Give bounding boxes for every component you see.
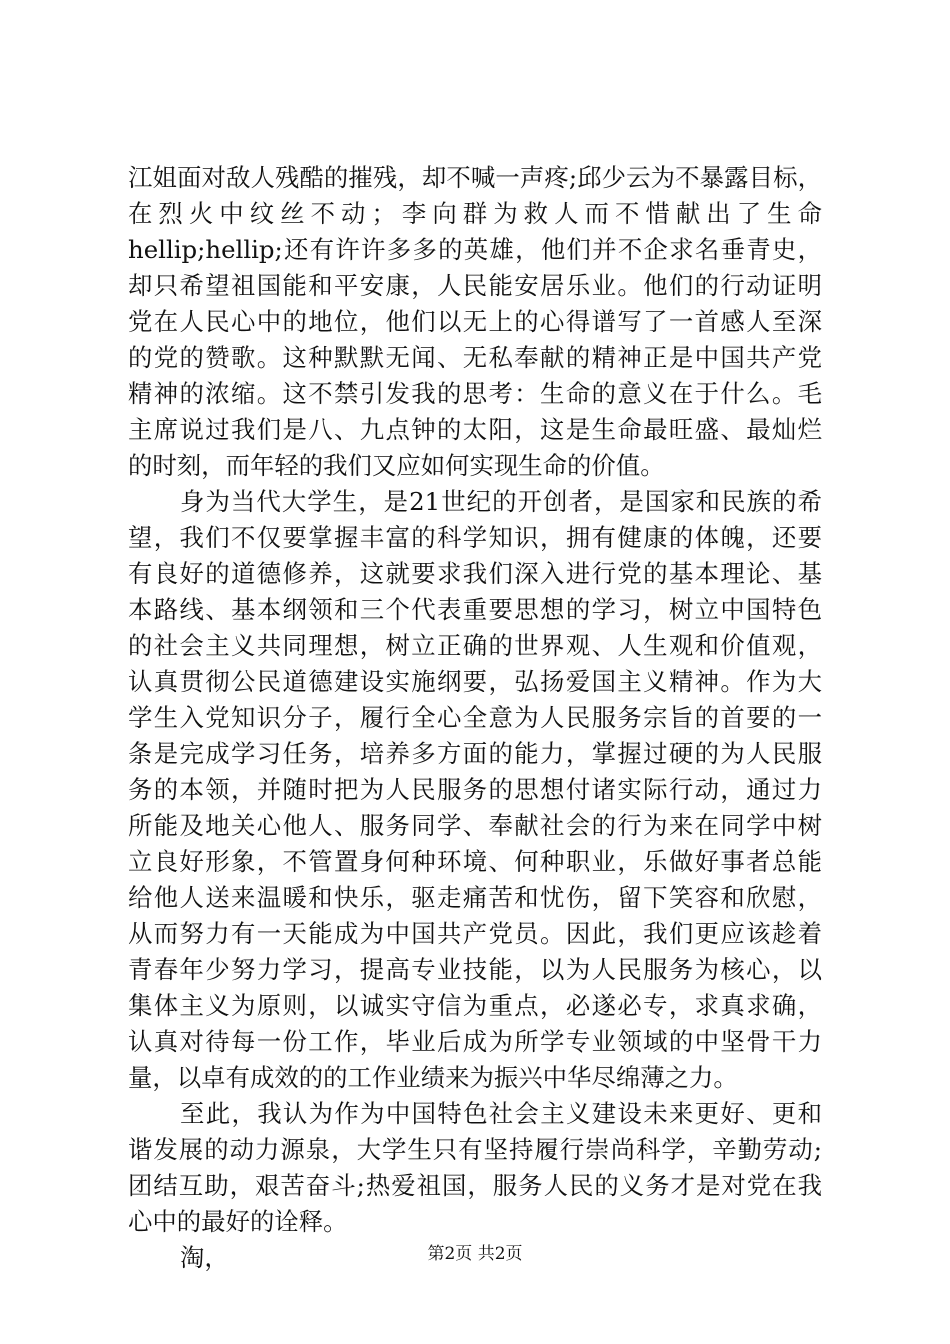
text-line: 所能及地关心他人、服务同学、奉献社会的行为来在同学中树	[128, 811, 822, 840]
text-line: 认真对待每一份工作，毕业后成为所学专业领域的中坚骨干力	[128, 1027, 822, 1056]
document-body	[128, 160, 822, 1276]
text-line: 在烈火中纹丝不动；李向群为救人而不惜献出了生命	[128, 199, 822, 228]
paragraph-1	[128, 160, 822, 484]
text-line: 心中的最好的诠释。	[128, 1207, 348, 1236]
text-line: 认真贯彻公民道德建设实施纲要，弘扬爱国主义精神。作为大	[128, 667, 822, 696]
text-line: 有良好的道德修养，这就要求我们深入进行党的基本理论、基	[128, 559, 822, 588]
text-line: 至此，我认为作为中国特色社会主义建设未来更好、更和	[180, 1099, 822, 1128]
text-line: 江姐面对敌人残酷的摧残，却不喊一声疼;邱少云为不暴露目标，	[128, 163, 822, 192]
text-line: 的社会主义共同理想，树立正确的世界观、人生观和价值观，	[128, 631, 822, 660]
text-line: 精神的浓缩。这不禁引发我的思考：生命的意义在于什么。毛	[128, 379, 822, 408]
text-line: 务的本领，并随时把为人民服务的思想付诸实际行动，通过力	[128, 775, 822, 804]
text-line: hellip;hellip;还有许许多多的英雄，他们并不企求名垂青史，	[128, 235, 822, 264]
text-line: 青春年少努力学习，提高专业技能，以为人民服务为核心，以	[128, 955, 822, 984]
paragraph-3	[128, 1096, 822, 1240]
text-line: 团结互助，艰苦奋斗;热爱祖国，服务人民的义务才是对党在我	[128, 1171, 822, 1200]
text-line: 身为当代大学生，是21世纪的开创者，是国家和民族的希	[180, 487, 822, 516]
text-line: 的时刻，而年轻的我们又应如何实现生命的价值。	[128, 451, 665, 480]
text-line: 主席说过我们是八、九点钟的太阳，这是生命最旺盛、最灿烂	[128, 415, 822, 444]
text-line: 立良好形象，不管置身何种环境、何种职业，乐做好事者总能	[128, 847, 822, 876]
text-line: 条是完成学习任务，培养多方面的能力，掌握过硬的为人民服	[128, 739, 822, 768]
text-line: 党在人民心中的地位，他们以无上的心得谱写了一首感人至深	[128, 307, 822, 336]
text-line: 给他人送来温暖和快乐，驱走痛苦和忧伤，留下笑容和欣慰，	[128, 883, 822, 912]
text-line: 望，我们不仅要掌握丰富的科学知识，拥有健康的体魄，还要	[128, 523, 822, 552]
text-line: 谐发展的动力源泉，大学生只有坚持履行崇尚科学，辛勤劳动;	[128, 1135, 822, 1164]
text-line: 集体主义为原则，以诚实守信为重点，必遂必专，求真求确，	[128, 991, 822, 1020]
text-line: 学生入党知识分子，履行全心全意为人民服务宗旨的首要的一	[128, 703, 822, 732]
text-line: 量，以卓有成效的的工作业绩来为振兴中华尽绵薄之力。	[128, 1063, 738, 1092]
page-footer: 第2页 共2页	[427, 1244, 523, 1264]
text-line: 从而努力有一天能成为中国共产党员。因此，我们更应该趁着	[128, 919, 822, 948]
text-line: 却只希望祖国能和平安康，人民能安居乐业。他们的行动证明	[128, 271, 822, 300]
text-line: 本路线、基本纲领和三个代表重要思想的学习，树立中国特色	[128, 595, 822, 624]
paragraph-2	[128, 484, 822, 1096]
text-line: 淘，	[180, 1243, 229, 1272]
text-line: 的党的赞歌。这种默默无闻、无私奉献的精神正是中国共产党	[128, 343, 822, 372]
